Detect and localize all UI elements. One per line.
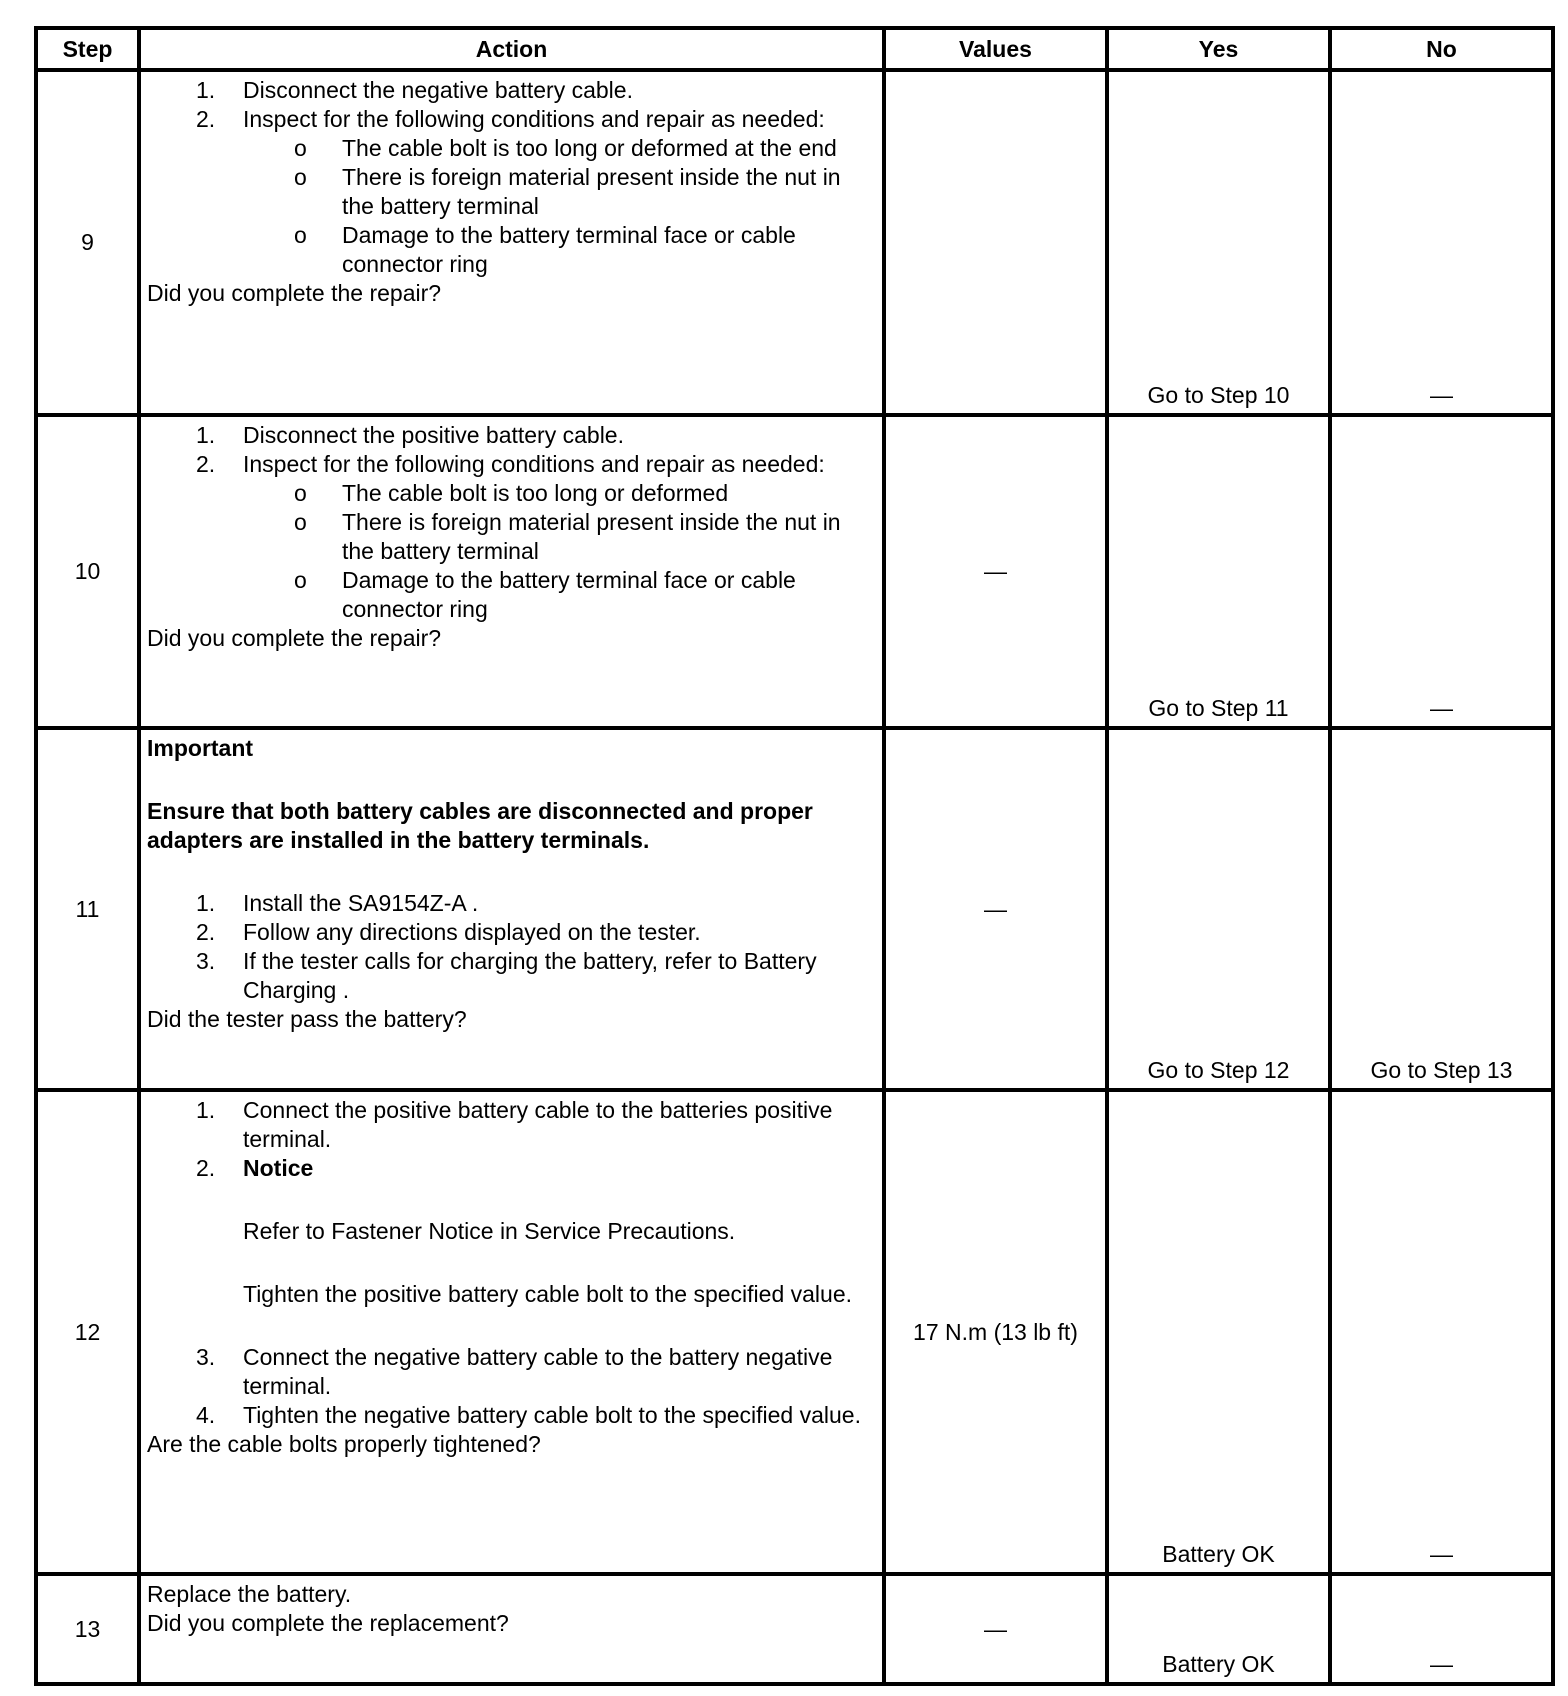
action-cell — [139, 1090, 884, 1574]
value-cell: 17 N.m (13 lb ft) — [884, 1090, 1107, 1574]
sub-item: o There is foreign material present inside the nut in the battery terminal — [294, 164, 841, 219]
table-row — [36, 1090, 1553, 1574]
table-row — [36, 70, 1553, 415]
action-cell — [139, 1574, 884, 1684]
header-yes: Yes — [1107, 28, 1330, 70]
no-cell: — — [1330, 415, 1553, 728]
action-cell — [139, 728, 884, 1090]
action-text: Replace the battery. — [147, 1581, 352, 1607]
step-number: 11 — [36, 728, 139, 1090]
value-cell — [884, 70, 1107, 415]
no-cell: — — [1330, 1090, 1553, 1574]
no-cell: — — [1330, 70, 1553, 415]
list-item: 1. Disconnect the positive battery cable. — [196, 422, 624, 448]
notice-text: Refer to Fastener Notice in Service Precautions. — [243, 1218, 736, 1244]
value-cell: — — [884, 1574, 1107, 1684]
notice-label: Notice — [243, 1155, 314, 1181]
list-item: 4. Tighten the negative battery cable bolt to the specified value. — [196, 1402, 861, 1428]
step-number: 13 — [36, 1574, 139, 1684]
sub-item: o The cable bolt is too long or deformed — [294, 480, 729, 506]
header-action: Action — [139, 28, 884, 70]
tighten-text: Tighten the positive battery cable bolt to the specified value. — [243, 1281, 853, 1307]
list-item: 2. Inspect for the following conditions and repair as needed: o The cable bolt is too long or deformed at the end o There is foreign material present inside the nut in the battery terminal o Damage to the battery terminal face or cable connector ring — [147, 105, 878, 279]
step-number: 9 — [36, 70, 139, 415]
list-item: 2. Notice Refer to Fastener Notice in Service Precautions. Tighten the positive battery cable bolt to the specified value. — [147, 1154, 878, 1343]
yes-cell: Go to Step 10 — [1107, 70, 1330, 415]
list-item: 2. Inspect for the following conditions and repair as needed: o The cable bolt is too long or deformed o There is foreign material present inside the nut in the battery terminal o Damage to the battery terminal face or cable connector ring — [147, 450, 878, 624]
diagnostic-table-container — [34, 26, 1555, 1686]
list-item: 3. Connect the negative battery cable to the battery negative terminal. — [196, 1344, 833, 1399]
yes-cell: Go to Step 12 — [1107, 728, 1330, 1090]
header-no: No — [1330, 28, 1553, 70]
yes-cell: Go to Step 11 — [1107, 415, 1330, 728]
no-cell: — — [1330, 1574, 1553, 1684]
value-cell: — — [884, 728, 1107, 1090]
list-item: 3. If the tester calls for charging the battery, refer to Battery Charging . — [196, 948, 817, 1003]
step-number: 10 — [36, 415, 139, 728]
value-cell: — — [884, 415, 1107, 728]
diagnostic-table — [34, 26, 1555, 1686]
list-item: 2. Follow any directions displayed on the tester. — [196, 919, 701, 945]
no-cell: Go to Step 13 — [1330, 728, 1553, 1090]
important-text: Ensure that both battery cables are disconnected and proper adapters are installed in the battery terminals. — [147, 798, 813, 853]
header-values: Values — [884, 28, 1107, 70]
yes-cell: Battery OK — [1107, 1574, 1330, 1684]
header-step: Step — [36, 28, 139, 70]
sub-item: o Damage to the battery terminal face or cable connector ring — [294, 222, 796, 277]
table-row — [36, 1574, 1553, 1684]
question: Did you complete the replacement? — [147, 1610, 509, 1636]
yes-cell: Battery OK — [1107, 1090, 1330, 1574]
table-row — [36, 728, 1553, 1090]
list-item: 1. Disconnect the negative battery cable. — [196, 77, 633, 103]
question: Are the cable bolts properly tightened? — [147, 1431, 541, 1457]
question: Did you complete the repair? — [147, 625, 442, 651]
sub-item: o The cable bolt is too long or deformed at the end — [294, 135, 837, 161]
table-row — [36, 415, 1553, 728]
step-number: 12 — [36, 1090, 139, 1574]
important-label: Important — [147, 735, 254, 761]
action-cell — [139, 415, 884, 728]
sub-item: o There is foreign material present inside the nut in the battery terminal — [294, 509, 841, 564]
list-item: 1. Install the SA9154Z-A . — [196, 890, 479, 916]
sub-item: o Damage to the battery terminal face or cable connector ring — [294, 567, 796, 622]
question: Did you complete the repair? — [147, 280, 442, 306]
action-cell — [139, 70, 884, 415]
question: Did the tester pass the battery? — [147, 1006, 467, 1032]
header-row — [36, 28, 1553, 70]
list-item: 1. Connect the positive battery cable to the batteries positive terminal. — [196, 1097, 833, 1152]
